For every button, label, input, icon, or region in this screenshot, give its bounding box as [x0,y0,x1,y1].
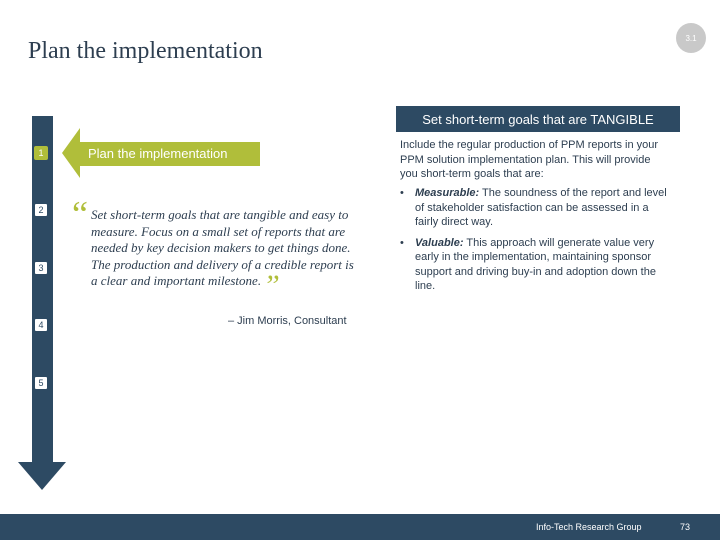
callout-label: Plan the implementation [88,146,228,161]
timeline-arrowhead [18,462,66,490]
bullet-text: This approach will generate value very early in the implementation, maintaining sponsor support and driving buy-in and adoption down the line. [415,236,656,292]
bullet-measurable [400,186,672,230]
timeline-step-3[interactable]: 3 [34,261,48,275]
timeline-step-5[interactable]: 5 [34,376,48,390]
footer-brand: Info-Tech Research Group [536,522,642,532]
bullet-valuable [400,236,672,294]
timeline-step-2[interactable]: 2 [34,203,48,217]
goals-intro: Include the regular production of PPM reports in your PPM solution implementation plan. This will provide you short-term goals that are: [400,139,659,180]
timeline-step-1[interactable]: 1 [34,146,48,160]
bullet-dot: • [400,187,404,199]
page-title: Plan the implementation [28,38,263,64]
bullet-dot: • [400,236,404,249]
bullet-text: The soundness of the report and level of stakeholder satisfaction can be assessed in a fairly direct way. [415,187,667,228]
timeline-step-4[interactable]: 4 [34,318,48,332]
bullet-term: Measurable: [415,187,480,199]
quote-attribution: – Jim Morris, Consultant [228,315,347,327]
close-quote-mark: ” [263,269,280,303]
goals-bullet-list [400,186,672,300]
page-number: 73 [680,522,691,532]
quote-block [91,207,361,303]
section-number-badge: 3.1 [676,23,706,53]
quote-text: Set short-term goals that are tangible and easy to measure. Focus on a small set of reports that are needed by key decision makers to get things done. The production and delivery of a credible report is a clear and important milestone. [91,207,354,289]
goals-header: Set short-term goals that are TANGIBLE [396,106,680,132]
bullet-term: Valuable: [415,236,464,249]
open-quote-mark: “ [72,194,88,234]
timeline-shaft [32,116,53,462]
